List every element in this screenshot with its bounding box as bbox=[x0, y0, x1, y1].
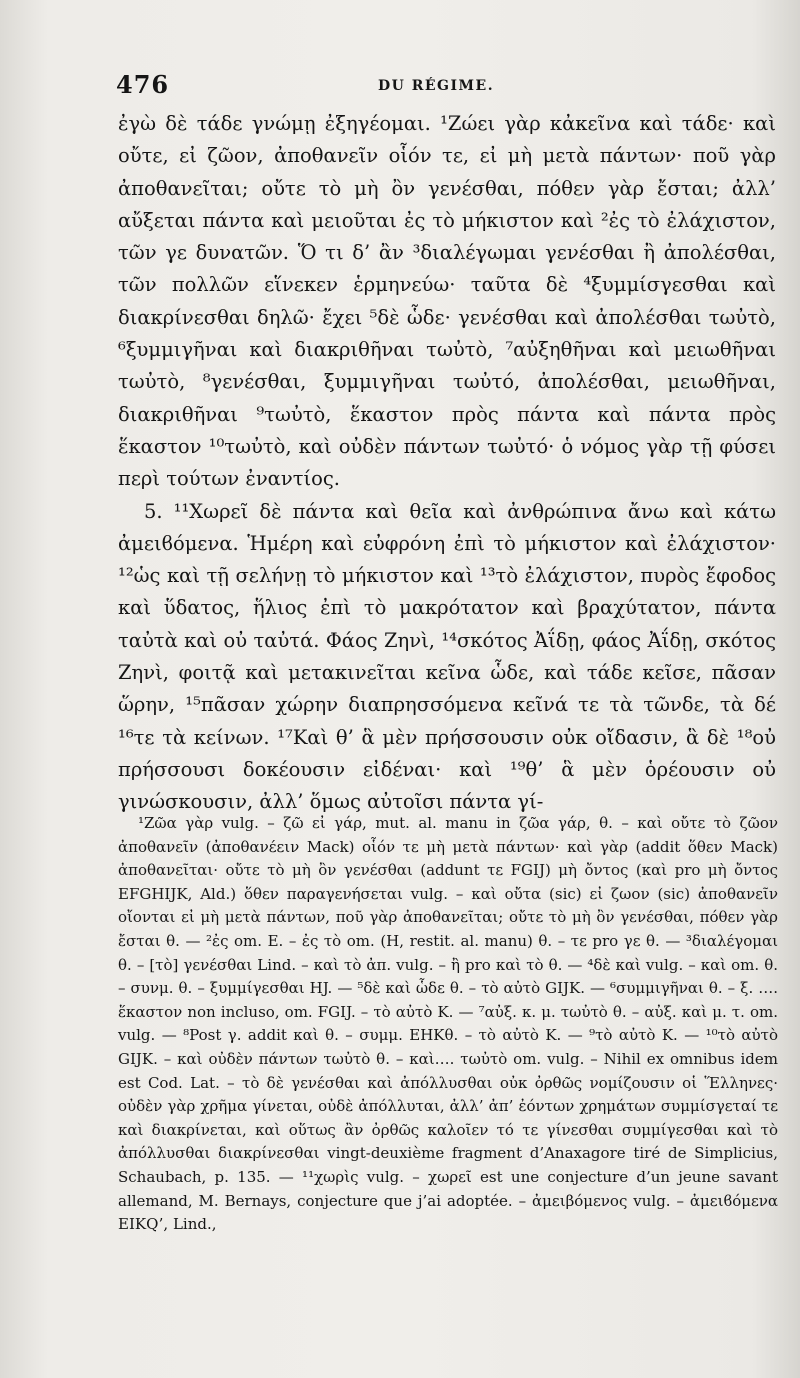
page-number: 476 bbox=[116, 70, 170, 99]
footnote-apparatus: ¹Ζῶα γὰρ vulg. – ζῶ εἰ γάρ, mut. al. manu in ζῶα γάρ, θ. – καὶ οὔτε τὸ ζῶον ἀποθανεῖν (ἀποθανέειν Mack) οἷόν τε μὴ μετὰ πάντων· καὶ γὰρ (addit ὅθεν Mack) ἀποθανεῖται· οὔτε τὸ μὴ ὂν γενέσθαι (addunt τε FGIJ) μὴ ὄντος (καὶ pro μὴ ὄντος EFGHIJK, Ald.) ὅθεν παραγενήσεται vulg. – καὶ οὔτα (sic) εἰ ζωον (sic) ἀποθανεῖν οἴονται εἰ μὴ μετὰ πάντων, ποῦ γὰρ ἀποθανεῖται; οὔτε τὸ μὴ ὂν γενέσθαι, πόθεν γὰρ ἔσται θ. — ²ἐς om. E. – ἐς τὸ om. (H, restit. al. manu) θ. – τε pro γε θ. — ³διαλέγομαι θ. – [τὸ] γενέσθαι Lind. – καὶ τὸ ἀπ. vulg. – ἢ pro καὶ τὸ θ. — ⁴δὲ καὶ vulg. – καὶ om. θ. – συνμ. θ. – ξυμμίγεσθαι HJ. — ⁵δὲ καὶ ὧδε θ. – τὸ αὐτὸ GIJK. — ⁶συμμιγῆναι θ. – ξ. …. ἕκαστον non incluso, om. FGIJ. – τὸ αὐτὸ K. — ⁷αὐξ. κ. μ. τωὐτὸ θ. – αὐξ. καὶ μ. τ. om. vulg. — ⁸Post γ. addit καὶ θ. – συμμ. EHKθ. – τὸ αὐτὸ K. — ⁹τὸ αὐτὸ K. — ¹⁰τὸ αὐτὸ GIJK. – καὶ οὐδὲν πάντων τωὐτὸ θ. – καὶ…. τωὐτὸ om. vulg. – Nihil ex omnibus idem est Cod. Lat. – τὸ δὲ γενέσθαι καὶ ἀπόλλυσθαι οὐκ ὀρθῶς νομίζουσιν οἱ Ἕλληνες· οὐδὲν γὰρ χρῆμα γίνεται, οὐδὲ ἀπόλλυται, ἀλλ’ ἀπ’ ἐόντων χρημάτων συμμίσγεταί τε καὶ διακρίνεται, καὶ οὕτως ἂν ὀρθῶς καλοῖεν τό τε γίνεσθαι συμμίγεσθαι καὶ τὸ ἀπόλλυσθαι διακρίνεσθαι vingt-deuxième fragment d’Anaxagore tiré de Simplicius, Schaubach, p. 135. — ¹¹χωρὶς vulg. – χωρεῖ est une conjecture d’un jeune savant allemand, M. Bernays, conjecture que j’ai adoptée. – ἀμειβόμενος vulg. – ἀμειϐόμενα EIKQ’, Lind., bbox=[118, 814, 778, 1234]
footnotes bbox=[118, 812, 778, 1237]
main-text bbox=[118, 108, 776, 819]
running-head: DU RÉGIME. bbox=[378, 78, 495, 94]
paragraph-greek-2: 5. ¹¹Χωρεῖ δὲ πάντα καὶ θεῖα καὶ ἀνθρώπινα ἄνω καὶ κάτω ἀμειϐόμενα. Ἡμέρη καὶ εὐφρόνη ἐπὶ τὸ μήκιστον καὶ ἐλάχιστον· ¹²ὡς καὶ τῇ σελήνῃ τὸ μήκιστον καὶ ¹³τὸ ἐλάχιστον, πυρὸς ἔφοδος καὶ ὕδατος, ἥλιος ἐπὶ τὸ μακρότατον καὶ βραχύτατον, πάντα ταὐτὰ καὶ οὐ ταὐτά. Φάος Ζηνὶ, ¹⁴σκότος Ἀΐδῃ, φάος Ἀΐδῃ, σκότος Ζηνὶ, φοιτᾷ καὶ μετακινεῖται κεῖνα ὧδε, καὶ τάδε κεῖσε, πᾶσαν ὥρην, ¹⁵πᾶσαν χώρην διαπρησσόμενα κεῖνά τε τὰ τῶνδε, τὰ δέ ¹⁶τε τὰ κείνων. ¹⁷Καὶ θ’ ἃ μὲν πρήσσουσιν οὐκ οἴδασιν, ἃ δὲ ¹⁸οὐ πρήσσουσι δοκέουσιν εἰδέναι· καὶ ¹⁹θ’ ἃ μὲν ὁρέουσιν οὐ γινώσκουσιν, ἀλλ’ ὅμως αὐτοῖσι πάντα γί- bbox=[118, 499, 776, 814]
page-header bbox=[116, 70, 776, 104]
footnote-divider bbox=[120, 778, 770, 779]
paragraph-greek-1: ἐγὼ δὲ τάδε γνώμῃ ἐξηγέομαι. ¹Ζώει γὰρ κἀκεῖνα καὶ τάδε· καὶ οὔτε, εἰ ζῶον, ἀποθανεῖν οἷόν τε, εἰ μὴ μετὰ πάντων· ποῦ γὰρ ἀποθανεῖται; οὔτε τὸ μὴ ὂν γενέσθαι, πόθεν γὰρ ἔσται; ἀλλ’ αὔξεται πάντα καὶ μειοῦται ἐς τὸ μήκιστον καὶ ²ἐς τὸ ἐλάχιστον, τῶν γε δυνατῶν. Ὅ τι δ’ ἂν ³διαλέγωμαι γενέσθαι ἢ ἀπολέσθαι, τῶν πολλῶν εἵνεκεν ἑρμηνεύω· ταῦτα δὲ ⁴ξυμμίσγεσθαι καὶ διακρίνεσθαι δηλῶ· ἔχει ⁵δὲ ὧδε· γενέσθαι καὶ ἀπολέσθαι τωὐτὸ, ⁶ξυμμιγῆναι καὶ διακριθῆναι τωὐτὸ, ⁷αὐξηθῆναι καὶ μειωθῆναι τωὐτὸ, ⁸γενέσθαι, ξυμμιγῆναι τωὐτό, ἀπολέσθαι, μειωθῆναι, διακριθῆναι ⁹τωὐτὸ, ἕκαστον πρὸς πάντα καὶ πάντα πρὸς ἕκαστον ¹⁰τωὐτὸ, καὶ οὐδὲν πάντων τωὐτό· ὁ νόμος γὰρ τῇ φύσει περὶ τούτων ἐναντίος. bbox=[118, 112, 776, 491]
